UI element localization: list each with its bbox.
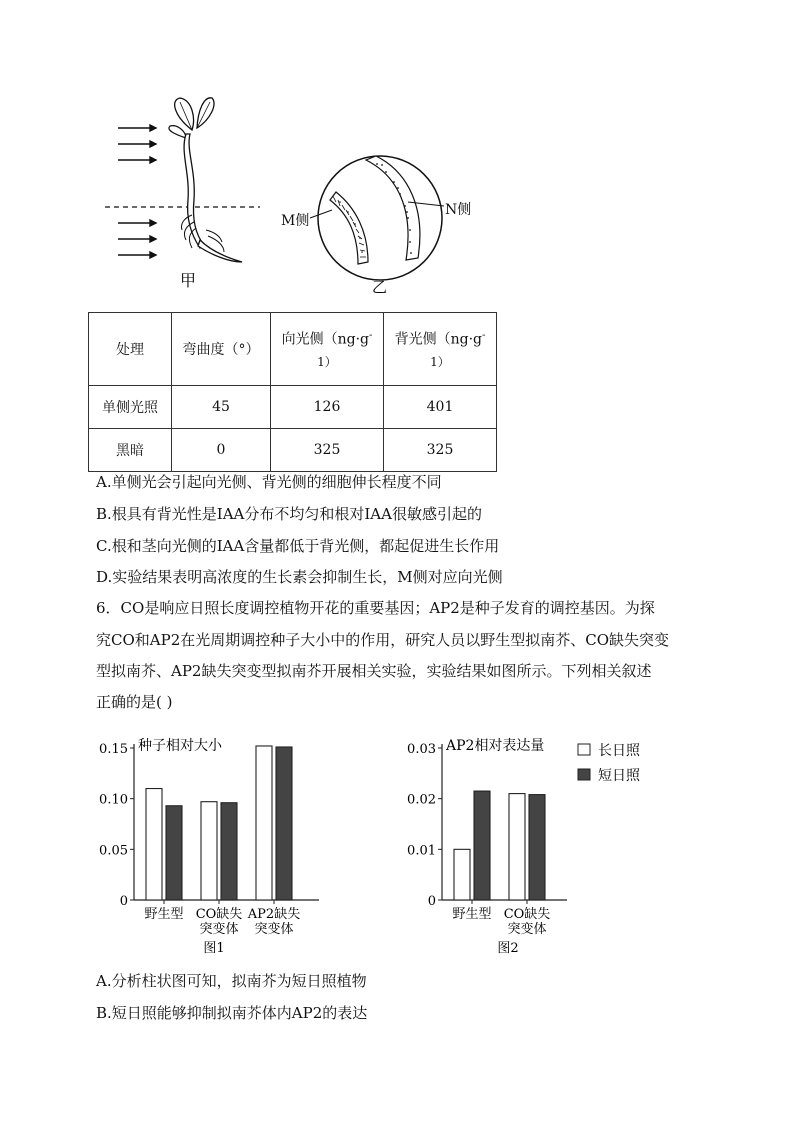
y-tick-label: 0 xyxy=(119,894,128,909)
x-tick-label: CO缺失 xyxy=(195,907,243,922)
table-cell: 401 xyxy=(384,386,497,429)
bar-long-day xyxy=(509,794,525,900)
x-tick-label: 野生型 xyxy=(452,907,492,922)
y-tick-label: 0.10 xyxy=(99,792,128,808)
header-text: - xyxy=(369,330,373,342)
y-tick-label: 0.15 xyxy=(99,742,128,757)
table-cell: 0 xyxy=(172,429,271,472)
q6-line: 正确的是( ) xyxy=(96,693,173,711)
bar-short-day xyxy=(166,806,182,900)
x-tick-label: 突变体 xyxy=(199,922,239,937)
m-side-label: M侧 xyxy=(281,213,310,229)
bar-long-day xyxy=(256,746,272,900)
y-tick-label: 0 xyxy=(427,894,436,909)
q5-option-d: D.实验结果表明高浓度的生长素会抑制生长，M侧对应向光侧 xyxy=(96,568,503,586)
legend-label-short-day: 短日照 xyxy=(598,768,640,784)
figure-jia xyxy=(100,90,260,290)
header-text: - xyxy=(482,330,486,342)
q5-option-a: A.单侧光会引起向光侧、背光侧的细胞伸长程度不同 xyxy=(96,473,442,491)
bar-long-day xyxy=(454,849,470,900)
y-tick-label: 0.05 xyxy=(99,843,128,859)
leaf-left xyxy=(175,98,194,130)
figure-jia-label: 甲 xyxy=(180,271,197,290)
table-header-row xyxy=(89,313,497,386)
leaf-small xyxy=(169,126,186,138)
x-tick-label: 野生型 xyxy=(144,907,184,922)
legend-label-long-day: 长日照 xyxy=(598,743,640,759)
table-cell: 黑暗 xyxy=(89,429,172,472)
q6-line: 型拟南芥、AP2缺失突变型拟南芥开展相关实验，实验结果如图所示。下列相关叙述 xyxy=(96,662,652,680)
chart-seed-size xyxy=(96,730,326,960)
chart-ap2-expression xyxy=(400,730,660,960)
q6-line: 究CO和AP2在光周期调控种子大小中的作用，研究人员以野生型拟南芥、CO缺失突变 xyxy=(96,631,670,649)
y-tick-label: 0.03 xyxy=(407,742,436,757)
table-cell: 325 xyxy=(384,429,497,472)
bar-long-day xyxy=(201,802,217,900)
y-tick-label: 0.01 xyxy=(407,843,436,859)
figure-yi-label: 乙 xyxy=(372,278,388,296)
table-cell: 325 xyxy=(271,429,384,472)
bar-short-day xyxy=(221,803,237,900)
table-cell: 126 xyxy=(271,386,384,429)
table-row xyxy=(89,429,497,472)
table-header: 弯曲度（°） xyxy=(172,313,271,386)
header-text: 1） xyxy=(430,354,450,369)
iaa-table xyxy=(88,312,497,472)
table-cell: 45 xyxy=(172,386,271,429)
table-header xyxy=(271,313,384,386)
cross-section-circle xyxy=(318,156,442,280)
chart-caption: 图2 xyxy=(497,941,519,956)
x-tick-label: CO缺失 xyxy=(503,907,551,922)
figure-yi xyxy=(280,150,480,298)
chart-title: AP2相对表达量 xyxy=(446,738,545,754)
q5-option-c: C.根和茎向光侧的IAA含量都低于背光侧，都起促进生长作用 xyxy=(96,537,500,555)
legend-swatch-short-day xyxy=(578,769,590,780)
q6-option-a: A.分析柱状图可知，拟南芥为短日照植物 xyxy=(96,972,367,990)
table-cell: 单侧光照 xyxy=(89,386,172,429)
table-row xyxy=(89,386,497,429)
q6-line: 6．CO是响应日照长度调控植物开花的重要基因；AP2是种子发育的调控基因。为探 xyxy=(96,599,655,617)
q5-option-b: B.根具有背光性是IAA分布不均匀和根对IAA很敏感引起的 xyxy=(96,505,482,523)
n-side-label: N侧 xyxy=(445,202,472,218)
header-text: 背光侧（ng·g xyxy=(394,331,482,348)
bar-short-day xyxy=(276,747,292,900)
header-text: 向光侧（ng·g xyxy=(281,331,369,348)
q6-option-b: B.短日照能够抑制拟南芥体内AP2的表达 xyxy=(96,1004,368,1022)
legend-swatch-long-day xyxy=(578,744,590,755)
chart-caption: 图1 xyxy=(203,941,225,956)
x-tick-label: AP2缺失 xyxy=(247,907,301,922)
table-header: 处理 xyxy=(89,313,172,386)
bar-short-day xyxy=(529,795,545,900)
y-tick-label: 0.02 xyxy=(407,792,436,808)
chart-title: 种子相对大小 xyxy=(138,738,222,754)
light-arrows-upper xyxy=(118,125,156,163)
header-text: 1） xyxy=(317,354,337,369)
light-arrows-lower xyxy=(118,220,156,258)
stem xyxy=(184,134,204,248)
x-tick-label: 突变体 xyxy=(254,922,294,937)
bar-short-day xyxy=(474,791,490,900)
bar-long-day xyxy=(146,789,162,900)
table-header xyxy=(384,313,497,386)
x-tick-label: 突变体 xyxy=(507,922,547,937)
